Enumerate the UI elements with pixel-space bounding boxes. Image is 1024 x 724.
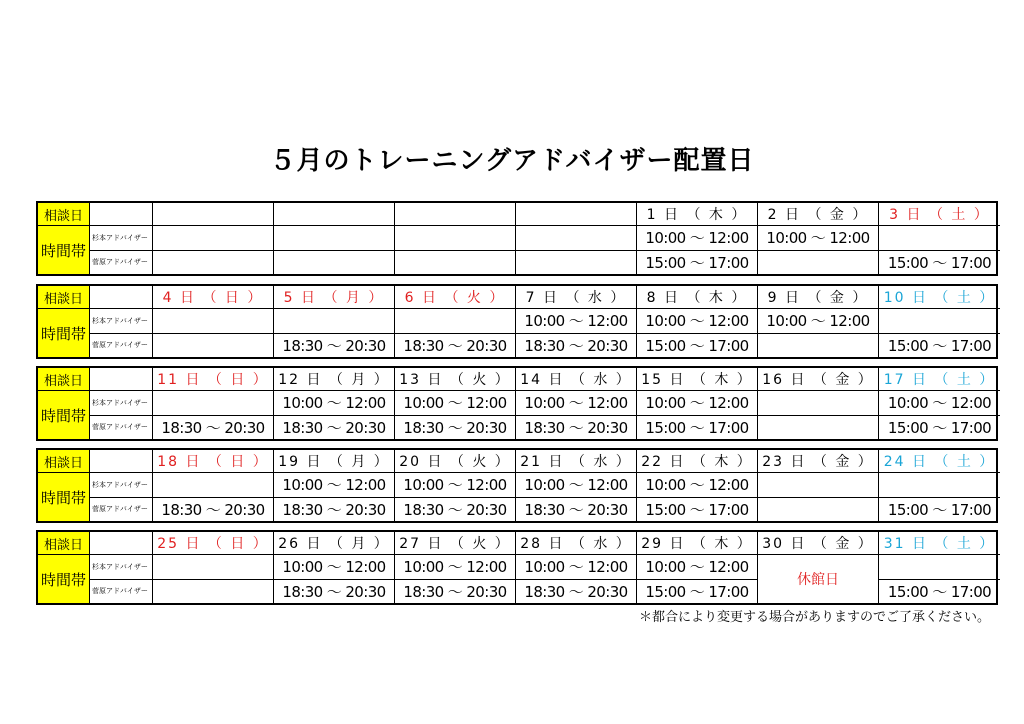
header-blank-cell xyxy=(90,368,153,391)
advisor-name-suga: 菅原アドバイザー xyxy=(90,334,153,357)
day-header: 24 日 （ 土 ） xyxy=(879,450,1000,473)
time-cell: 10:00 ～ 12:00 xyxy=(395,555,516,579)
advisor-name-sugimoto: 杉本アドバイザー xyxy=(90,473,153,497)
day-header: 23 日 （ 金 ） xyxy=(758,450,879,473)
day-header: 29 日 （ 木 ） xyxy=(637,532,758,555)
advisor-name-sugimoto: 杉本アドバイザー xyxy=(90,555,153,579)
time-cell: 15:00 ～ 17:00 xyxy=(887,253,992,272)
time-cell xyxy=(274,251,395,274)
time-cell xyxy=(153,555,274,579)
time-cell xyxy=(758,498,879,521)
consult-day-label: 相談日 xyxy=(38,532,90,555)
day-header: 18 日 （ 日 ） xyxy=(153,450,274,473)
week-table xyxy=(36,366,998,441)
day-header: 2 日 （ 金 ） xyxy=(758,203,879,226)
time-cell: 15:00 ～ 17:00 xyxy=(637,580,758,603)
time-cell: 18:30 ～ 20:30 xyxy=(516,416,637,439)
day-header: 17 日 （ 土 ） xyxy=(879,368,1000,391)
time-cell: 18:30 ～ 20:30 xyxy=(274,498,395,521)
day-header: 13 日 （ 火 ） xyxy=(395,368,516,391)
time-cell xyxy=(758,473,879,497)
time-slot-label: 時間帯 xyxy=(38,391,90,439)
time-cell: 18:30 ～ 20:30 xyxy=(395,498,516,521)
closed-day-cell: 休館日 xyxy=(758,555,879,603)
day-header: 3 日 （ 土 ） xyxy=(879,203,1000,226)
week-table xyxy=(36,448,998,523)
time-cell: 18:30 ～ 20:30 xyxy=(274,416,395,439)
day-header: 21 日 （ 水 ） xyxy=(516,450,637,473)
time-cell xyxy=(516,226,637,250)
consult-day-label: 相談日 xyxy=(38,368,90,391)
time-cell: 18:30 ～ 20:30 xyxy=(395,334,516,357)
time-cell: 18:30 ～ 20:30 xyxy=(516,580,637,603)
day-header: 12 日 （ 月 ） xyxy=(274,368,395,391)
time-cell: 18:30 ～ 20:30 xyxy=(395,416,516,439)
time-cell: 10:00 ～ 12:00 xyxy=(274,391,395,415)
time-cell xyxy=(758,251,879,274)
time-cell xyxy=(395,309,516,333)
time-cell xyxy=(879,309,1000,333)
day-header: 27 日 （ 火 ） xyxy=(395,532,516,555)
time-cell: 18:30 ～ 20:30 xyxy=(516,334,637,357)
time-cell: 10:00 ～ 12:00 xyxy=(758,226,879,250)
time-cell: 18:30 ～ 20:30 xyxy=(153,416,274,439)
time-cell: 18:30 ～ 20:30 xyxy=(274,334,395,357)
time-slot-label: 時間帯 xyxy=(38,226,90,274)
time-slot-label: 時間帯 xyxy=(38,473,90,521)
time-cell: 10:00 ～ 12:00 xyxy=(516,309,637,333)
footnote: ＊都合により変更する場合がありますのでご了承ください。 xyxy=(638,610,990,625)
time-cell xyxy=(758,391,879,415)
week-table xyxy=(36,201,998,276)
consult-day-label: 相談日 xyxy=(38,203,90,226)
day-header: 26 日 （ 月 ） xyxy=(274,532,395,555)
advisor-name-suga: 菅原アドバイザー xyxy=(90,580,153,603)
day-header: 9 日 （ 金 ） xyxy=(758,286,879,309)
day-header xyxy=(516,203,637,226)
consult-day-label: 相談日 xyxy=(38,286,90,309)
time-cell: 15:00 ～ 17:00 xyxy=(887,336,992,355)
day-header: 31 日 （ 土 ） xyxy=(879,532,1000,555)
day-header: 7 日 （ 水 ） xyxy=(516,286,637,309)
day-header xyxy=(395,203,516,226)
day-header: 25 日 （ 日 ） xyxy=(153,532,274,555)
time-cell: 10:00 ～ 12:00 xyxy=(637,473,758,497)
day-header: 8 日 （ 木 ） xyxy=(637,286,758,309)
day-header: 22 日 （ 木 ） xyxy=(637,450,758,473)
time-cell xyxy=(758,334,879,357)
day-header: 20 日 （ 火 ） xyxy=(395,450,516,473)
time-cell: 10:00 ～ 12:00 xyxy=(637,226,758,250)
advisor-name-sugimoto: 杉本アドバイザー xyxy=(90,226,153,250)
time-cell: 18:30 ～ 20:30 xyxy=(395,580,516,603)
time-cell xyxy=(758,416,879,439)
advisor-name-sugimoto: 杉本アドバイザー xyxy=(90,391,153,415)
day-header xyxy=(274,203,395,226)
time-cell xyxy=(879,473,1000,497)
advisor-name-sugimoto: 杉本アドバイザー xyxy=(90,309,153,333)
header-blank-cell xyxy=(90,532,153,555)
time-cell: 18:30 ～ 20:30 xyxy=(274,580,395,603)
page-title: ５月のトレーニングアドバイザー配置日 xyxy=(269,146,755,176)
day-header: 10 日 （ 土 ） xyxy=(879,286,1000,309)
day-header: 4 日 （ 日 ） xyxy=(153,286,274,309)
time-cell xyxy=(879,555,1000,579)
time-cell: 10:00 ～ 12:00 xyxy=(516,473,637,497)
time-cell: 10:00 ～ 12:00 xyxy=(516,391,637,415)
day-header: 5 日 （ 月 ） xyxy=(274,286,395,309)
time-cell: 18:30 ～ 20:30 xyxy=(516,498,637,521)
time-cell xyxy=(274,226,395,250)
header-blank-cell xyxy=(90,286,153,309)
day-header: 11 日 （ 日 ） xyxy=(153,368,274,391)
advisor-name-suga: 菅原アドバイザー xyxy=(90,416,153,439)
day-header: 6 日 （ 火 ） xyxy=(395,286,516,309)
time-cell: 10:00 ～ 12:00 xyxy=(395,391,516,415)
time-cell xyxy=(153,251,274,274)
advisor-name-suga: 菅原アドバイザー xyxy=(90,498,153,521)
time-cell: 15:00 ～ 17:00 xyxy=(637,416,758,439)
header-blank-cell xyxy=(90,203,153,226)
time-cell: 10:00 ～ 12:00 xyxy=(758,309,879,333)
day-header: 14 日 （ 水 ） xyxy=(516,368,637,391)
time-cell xyxy=(153,391,274,415)
time-cell xyxy=(153,334,274,357)
time-cell: 10:00 ～ 12:00 xyxy=(274,473,395,497)
time-slot-label: 時間帯 xyxy=(38,309,90,357)
day-header xyxy=(153,203,274,226)
time-cell: 10:00 ～ 12:00 xyxy=(637,309,758,333)
advisor-name-suga: 菅原アドバイザー xyxy=(90,251,153,274)
time-cell xyxy=(153,309,274,333)
day-header: 30 日 （ 金 ） xyxy=(758,532,879,555)
time-cell: 15:00 ～ 17:00 xyxy=(887,418,992,437)
day-header: 28 日 （ 水 ） xyxy=(516,532,637,555)
time-cell xyxy=(153,473,274,497)
day-header: 19 日 （ 月 ） xyxy=(274,450,395,473)
time-cell xyxy=(879,226,1000,250)
time-slot-label: 時間帯 xyxy=(38,555,90,603)
time-cell: 10:00 ～ 12:00 xyxy=(516,555,637,579)
week-table xyxy=(36,284,998,359)
time-cell: 10:00 ～ 12:00 xyxy=(637,555,758,579)
time-cell: 18:30 ～ 20:30 xyxy=(153,498,274,521)
time-cell: 15:00 ～ 17:00 xyxy=(637,498,758,521)
day-header: 15 日 （ 木 ） xyxy=(637,368,758,391)
time-cell xyxy=(153,580,274,603)
day-header: 16 日 （ 金 ） xyxy=(758,368,879,391)
time-cell xyxy=(153,226,274,250)
time-cell xyxy=(274,309,395,333)
header-blank-cell xyxy=(90,450,153,473)
time-cell xyxy=(395,251,516,274)
consult-day-label: 相談日 xyxy=(38,450,90,473)
day-header: 1 日 （ 木 ） xyxy=(637,203,758,226)
time-cell: 15:00 ～ 17:00 xyxy=(887,500,992,519)
time-cell: 10:00 ～ 12:00 xyxy=(395,473,516,497)
time-cell xyxy=(395,226,516,250)
time-cell: 15:00 ～ 17:00 xyxy=(887,582,992,601)
time-cell: 10:00 ～ 12:00 xyxy=(637,391,758,415)
time-cell: 10:00 ～ 12:00 xyxy=(879,391,1000,415)
time-cell: 10:00 ～ 12:00 xyxy=(274,555,395,579)
time-cell: 15:00 ～ 17:00 xyxy=(637,334,758,357)
week-table xyxy=(36,530,998,605)
time-cell xyxy=(516,251,637,274)
time-cell: 15:00 ～ 17:00 xyxy=(637,251,758,274)
